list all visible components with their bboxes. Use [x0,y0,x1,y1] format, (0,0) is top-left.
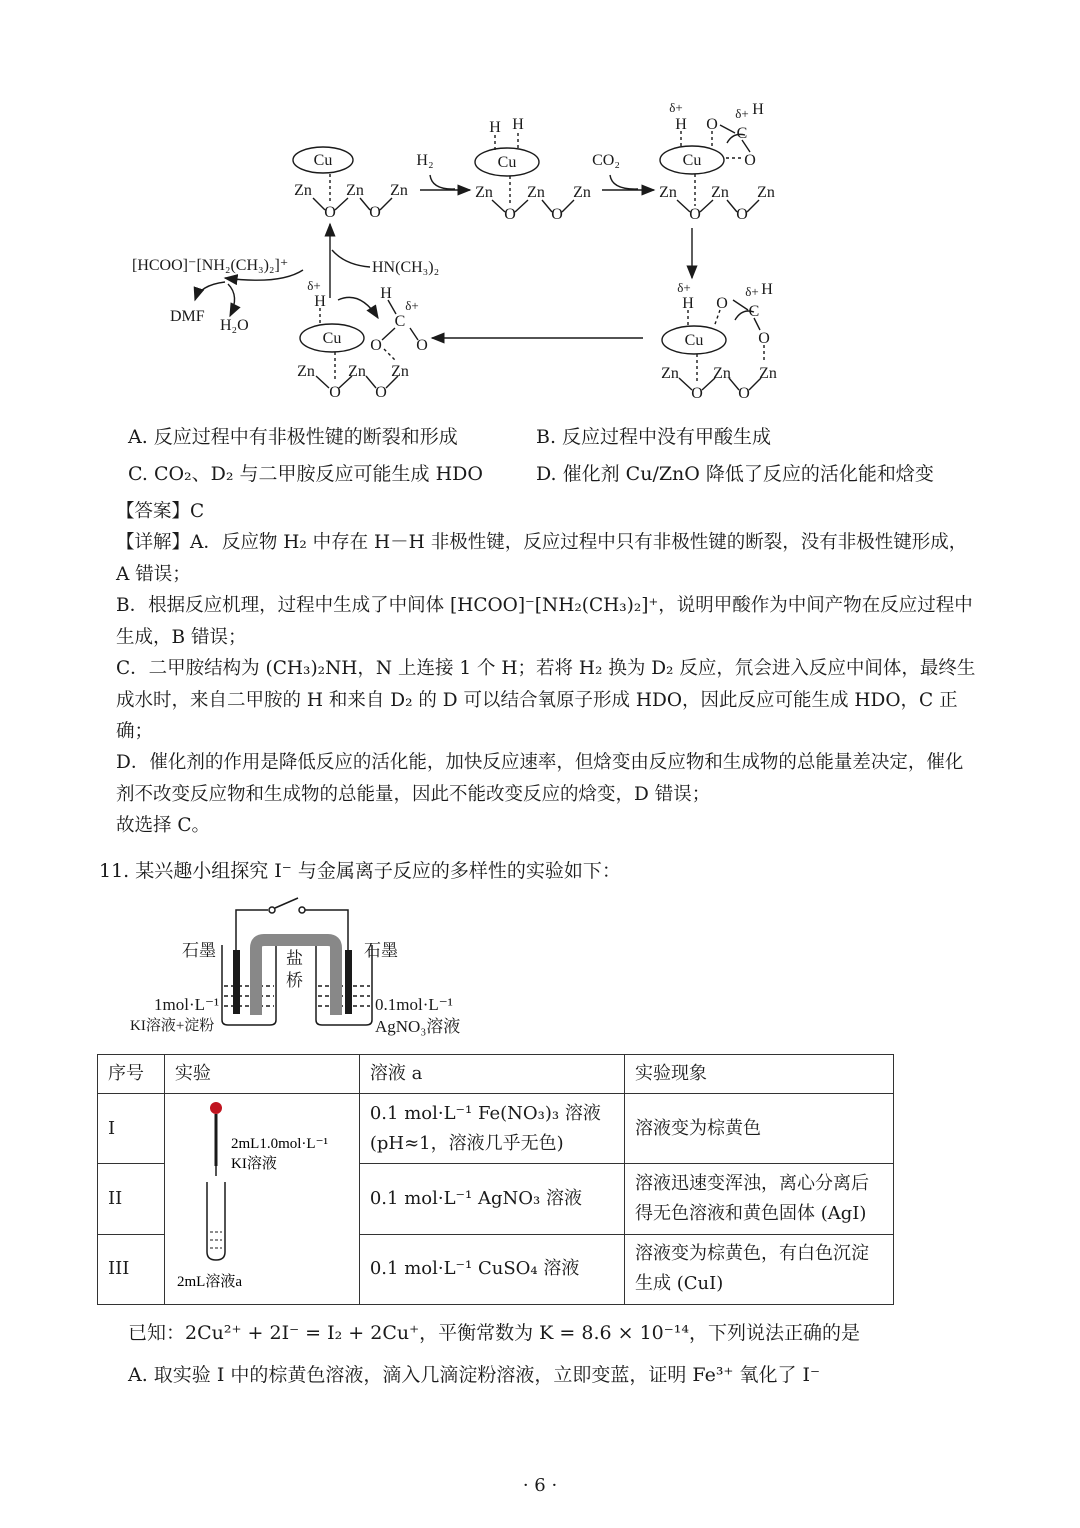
svg-text:Zn: Zn [757,184,775,201]
svg-text:Zn: Zn [390,182,408,199]
svg-text:H: H [675,116,687,133]
q11-known-condition: 已知：2Cu²⁺ + 2I⁻ = I₂ + 2Cu⁺，平衡常数为 K = 8.6 × 10⁻¹⁴，下列说法正确的是 [128,1322,861,1344]
svg-text:盐: 盐 [286,949,303,968]
row-no: I [98,1094,165,1164]
svg-text:桥: 桥 [286,971,303,990]
row-solution: 0.1 mol·L⁻¹ AgNO₃ 溶液 [359,1164,624,1234]
q10-detail-c: C．二甲胺结构为 (CH₃)₂NH，N 上连接 1 个 H；若将 H₂ 换为 D₂ 反应，氘会进入反应中间体，最终生成水时，来自二甲胺的 H 和来自 D₂ 的 D 可以结合氧原子形成 HDO，因此反应可能生成 HDO，C 正确； [116,658,976,742]
svg-text:Zn: Zn [294,182,312,199]
svg-text:H₂: H₂ [416,152,434,169]
q10-detail-a: 【详解】A．反应物 H₂ 中存在 H－H 非极性键，反应过程中只有非极性键的断裂，没有非极性键形成，A 错误； [116,532,968,585]
q10-option-c[interactable]: C. CO₂、D₂ 与二甲胺反应可能生成 HDO [128,463,483,485]
svg-text:H: H [752,101,764,118]
svg-text:Zn: Zn [346,182,364,199]
svg-text:Zn: Zn [527,184,545,201]
svg-text:δ+: δ+ [677,280,691,295]
svg-text:1mol·L⁻¹: 1mol·L⁻¹ [154,995,220,1014]
svg-text:2mL溶液a: 2mL溶液a [176,1274,242,1290]
svg-text:C: C [748,303,760,320]
svg-text:HN(CH₃)₂: HN(CH₃)₂ [372,259,440,276]
q10-option-b[interactable]: B. 反应过程中没有甲酸生成 [536,426,772,448]
q10-detail-b: B．根据反应机理，过程中生成了中间体 [HCOO]⁻[NH₂(CH₃)₂]⁺，说明甲酸作为中间产物在反应过程中生成，B 错误； [116,595,973,648]
q11-option-a[interactable]: A. 取实验 I 中的棕黄色溶液，滴入几滴淀粉溶液，立即变蓝，证明 Fe³⁺ 氧化了 I⁻ [128,1364,821,1386]
svg-text:2mL1.0mol·L⁻¹: 2mL1.0mol·L⁻¹ [230,1136,328,1152]
row-no: III [98,1234,165,1304]
svg-text:O: O [375,384,387,401]
q10-option-a[interactable]: A. 反应过程中有非极性键的断裂和形成 [128,426,458,448]
svg-text:0.1mol·L⁻¹: 0.1mol·L⁻¹ [375,995,453,1014]
svg-text:O: O [324,204,336,221]
row-solution: 0.1 mol·L⁻¹ Fe(NO₃)₃ 溶液 (pH≈1，溶液几乎无色) [359,1094,624,1164]
svg-text:O: O [370,337,382,354]
svg-text:KI溶液+淀粉: KI溶液+淀粉 [130,1018,215,1034]
svg-text:Cu: Cu [684,332,704,349]
svg-text:H: H [489,119,501,136]
reaction-mechanism-diagram [0,0,1080,420]
svg-text:H: H [682,295,694,312]
row-phenomenon: 溶液变为棕黄色 [625,1094,894,1164]
galvanic-cell-apparatus [120,890,480,1040]
svg-text:O: O [736,206,748,223]
q10-detail-conclusion: 故选择 C。 [116,815,211,836]
svg-text:C: C [394,313,406,330]
svg-text:石墨: 石墨 [182,941,216,960]
svg-text:O: O [369,204,381,221]
svg-text:Zn: Zn [759,365,777,382]
table-row [98,1094,894,1164]
svg-text:O: O [758,330,770,347]
svg-text:H: H [314,293,326,310]
svg-text:O: O [716,295,728,312]
row-phenomenon: 溶液迅速变浑浊，离心分离后得无色溶液和黄色固体 (AgI) [625,1164,894,1234]
header-phenomenon: 实验现象 [625,1055,894,1094]
svg-text:O: O [551,206,563,223]
svg-text:δ+: δ+ [669,100,683,115]
svg-text:δ+: δ+ [735,106,749,121]
svg-text:KI溶液: KI溶液 [230,1156,277,1172]
svg-text:H: H [512,116,524,133]
svg-text:CO₂: CO₂ [592,152,620,169]
svg-text:H: H [761,281,773,298]
svg-text:H: H [380,285,392,302]
svg-text:O: O [738,385,750,402]
svg-text:Zn: Zn [475,184,493,201]
svg-text:δ+: δ+ [307,278,321,293]
svg-text:Cu: Cu [322,330,342,347]
svg-text:C: C [736,125,748,142]
svg-text:Zn: Zn [661,365,679,382]
svg-text:O: O [504,206,516,223]
svg-text:Zn: Zn [659,184,677,201]
svg-text:石墨: 石墨 [364,941,398,960]
q10-option-d[interactable]: D. 催化剂 Cu/ZnO 降低了反应的活化能和焓变 [536,463,934,485]
experiment-table [97,1054,894,1305]
svg-text:Zn: Zn [713,365,731,382]
svg-text:Zn: Zn [348,363,366,380]
svg-text:O: O [744,152,756,169]
svg-text:H₂O: H₂O [220,317,249,334]
svg-text:O: O [689,206,701,223]
svg-text:[HCOO]⁻[NH₂(CH₃)₂]⁺: [HCOO]⁻[NH₂(CH₃)₂]⁺ [132,257,289,274]
svg-text:AgNO₃溶液: AgNO₃溶液 [375,1017,461,1036]
svg-text:Cu: Cu [682,152,702,169]
row-solution: 0.1 mol·L⁻¹ CuSO₄ 溶液 [359,1234,624,1304]
dropper-bulb [210,1102,222,1114]
q10-detail-d: D．催化剂的作用是降低反应的活化能，加快反应速率，但焓变由反应物和生成物的总能量差决定，催化剂不改变反应物和生成物的总能量，因此不能改变反应的焓变，D 错误； [116,752,964,805]
row-phenomenon: 溶液变为棕黄色，有白色沉淀生成 (CuI) [625,1234,894,1304]
table-header-row [98,1055,894,1094]
svg-text:Cu: Cu [313,152,333,169]
header-experiment: 实验 [164,1055,359,1094]
header-no: 序号 [98,1055,165,1094]
svg-text:DMF: DMF [170,308,205,325]
page-number: · 6 · [522,1475,558,1496]
left-graphite-electrode [233,950,240,1014]
right-graphite-electrode [345,950,352,1014]
svg-text:Zn: Zn [711,184,729,201]
row-no: II [98,1164,165,1234]
q11-stem: 11. 某兴趣小组探究 I⁻ 与金属离子反应的多样性的实验如下： [99,860,621,882]
svg-text:δ+: δ+ [405,298,419,313]
svg-text:δ+: δ+ [745,284,759,299]
svg-text:Zn: Zn [297,363,315,380]
svg-text:O: O [329,384,341,401]
svg-text:O: O [706,116,718,133]
experiment-illustration [164,1094,359,1305]
svg-text:O: O [691,385,703,402]
svg-text:Zn: Zn [391,363,409,380]
svg-text:Zn: Zn [573,184,591,201]
q10-answer: 【答案】C [116,501,205,522]
svg-text:O: O [416,337,428,354]
header-solution: 溶液 a [359,1055,624,1094]
svg-text:Cu: Cu [497,154,517,171]
